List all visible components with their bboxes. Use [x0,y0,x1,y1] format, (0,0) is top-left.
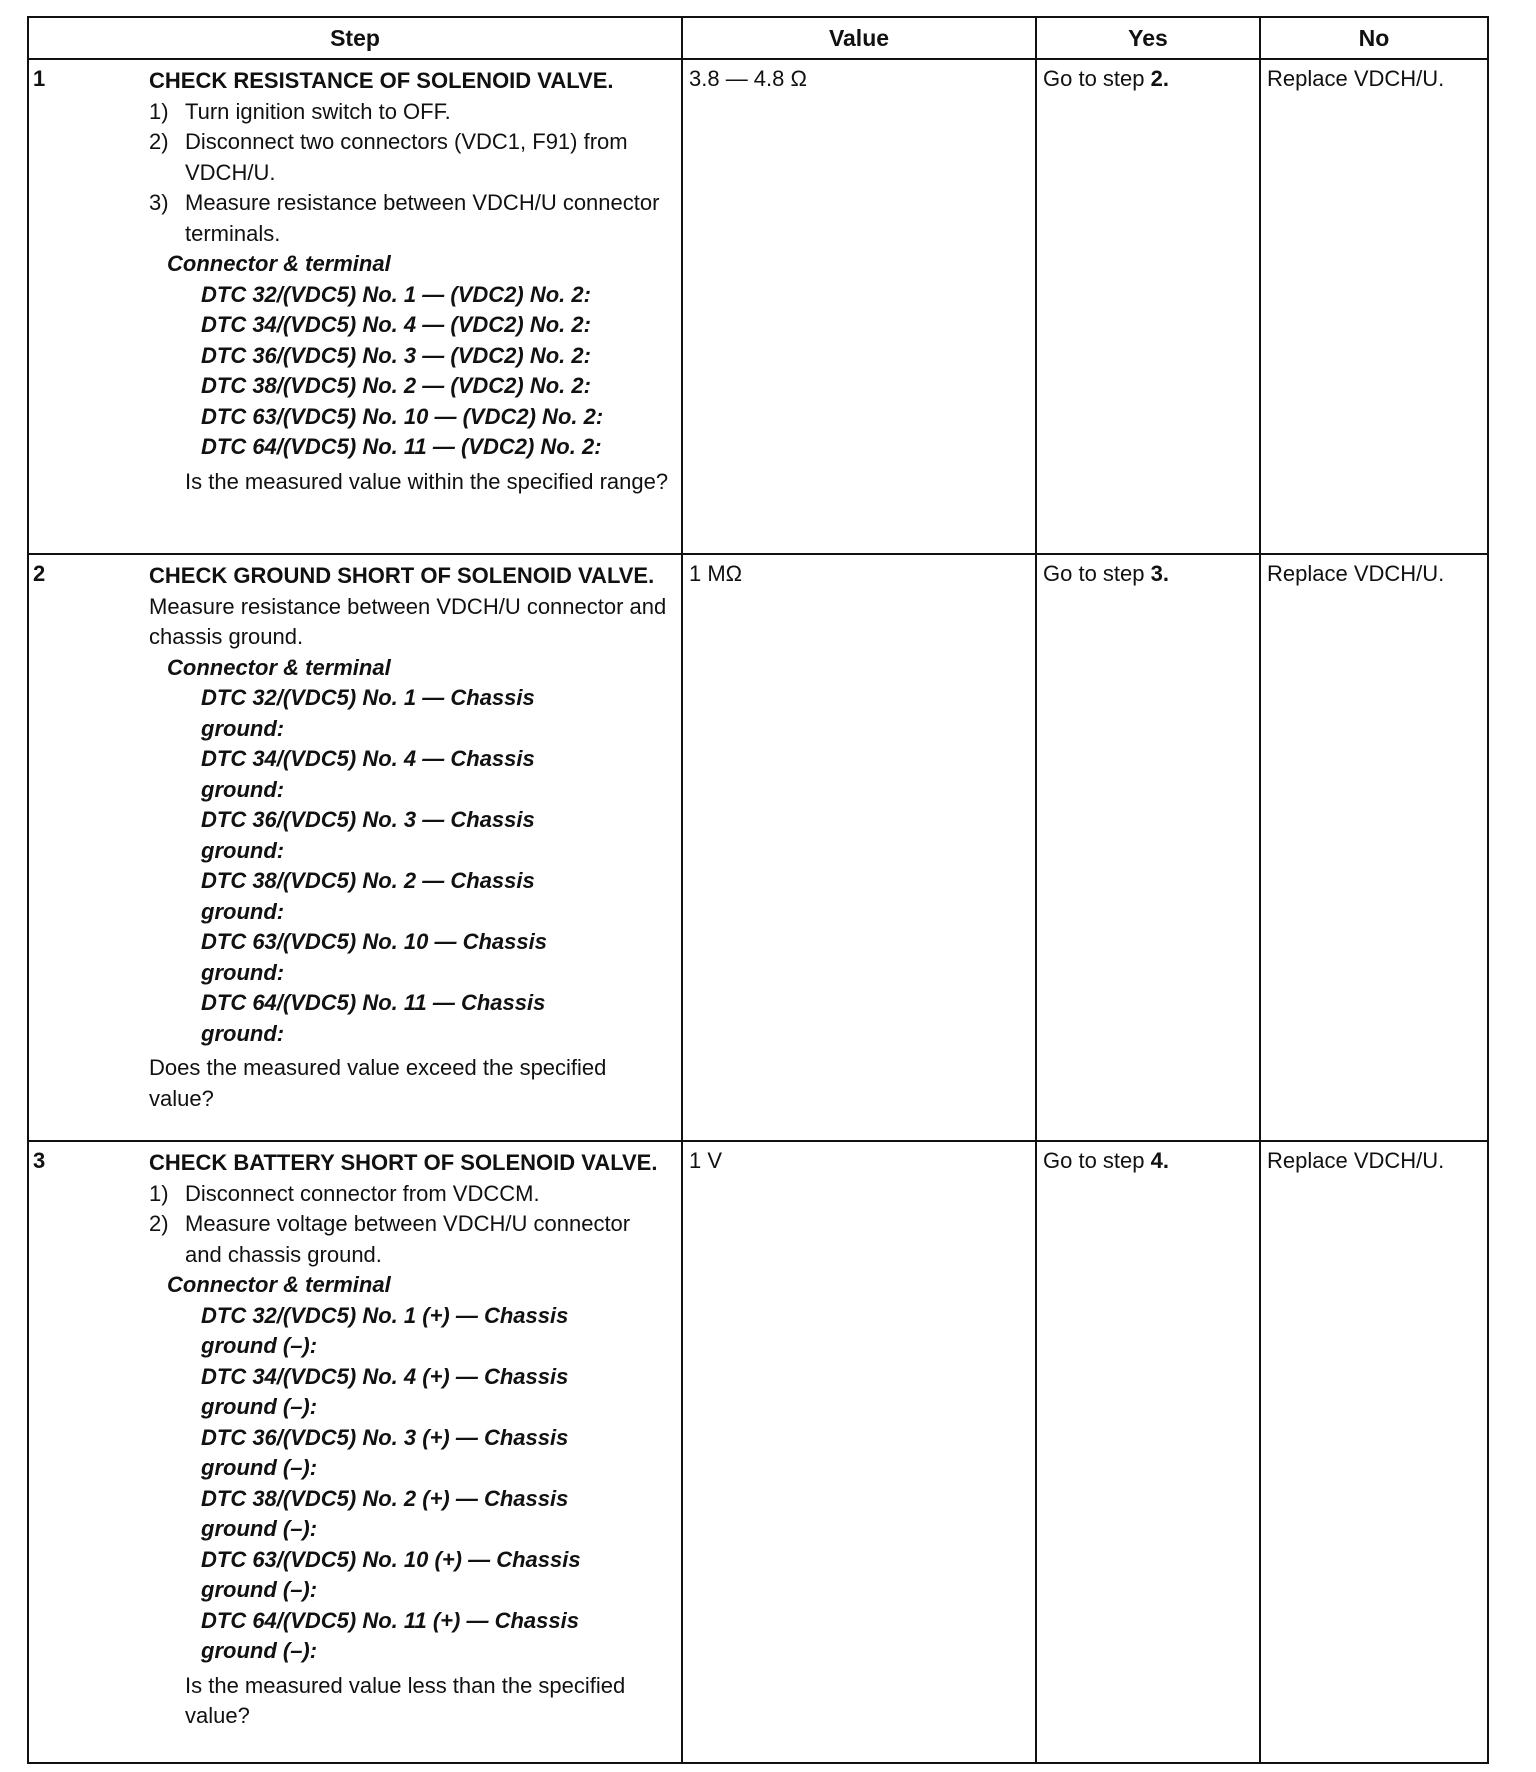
list-number: 3) [149,190,169,215]
no-text: Replace VDCH/U. [1267,1148,1445,1173]
no-cell [1260,1141,1488,1763]
connector-list [201,683,611,1049]
connector-item: DTC 34/(VDC5) No. 4 (+) — Chassis ground (–): [201,1363,569,1419]
connector-list [201,1301,641,1667]
connector-item: DTC 38/(VDC5) No. 2 (+) — Chassis ground (–): [201,1485,569,1541]
yes-text [1037,60,1259,94]
list-item [149,97,671,128]
value-text: 3.8 — 4.8 Ω [689,66,807,91]
connector-heading: Connector & terminal [167,1272,391,1297]
step-number: 3 [33,1148,46,1173]
connector-item: DTC 32/(VDC5) No. 1 (+) — Chassis ground (–): [201,1302,569,1358]
connector-heading: Connector & terminal [167,654,391,680]
no-cell [1260,59,1488,554]
list-item [149,127,671,188]
connector-list [201,280,671,463]
list-text: Measure voltage between VDCH/U connector and chassis ground. [185,1211,631,1267]
step-body [149,60,681,505]
no-text: Replace VDCH/U. [1267,66,1445,91]
list-item [149,1209,671,1270]
yes-prefix: Go to step [1043,561,1151,586]
connector-item: DTC 64/(VDC5) No. 11 — Chassis ground: [201,990,546,1046]
table-row [28,59,1488,554]
value-text: 1 V [689,1148,723,1173]
no-cell [1260,554,1488,1141]
header-step: Step [28,17,682,59]
yes-text [1037,555,1259,589]
list-number: 1) [149,1180,169,1206]
value-text: 1 MΩ [689,561,743,586]
header-yes: Yes [1036,17,1260,59]
connector-item: DTC 64/(VDC5) No. 11 (+) — Chassis ground (–): [201,1607,579,1663]
yes-text [1037,1142,1259,1176]
list-text: Turn ignition switch to OFF. [185,98,451,124]
yes-cell [1036,1141,1260,1763]
connector-heading: Connector & terminal [167,251,391,276]
step-title: CHECK RESISTANCE OF SOLENOID VALVE. [149,68,614,93]
step-cell [28,1141,682,1763]
step-title: CHECK BATTERY SHORT OF SOLENOID VALVE. [149,1150,658,1175]
connector-item: DTC 63/(VDC5) No. 10 (+) — Chassis ground (–): [201,1546,581,1602]
connector-item: DTC 36/(VDC5) No. 3 (+) — Chassis ground (–): [201,1424,569,1480]
connector-item: DTC 34/(VDC5) No. 4 — (VDC2) No. 2: [201,312,591,337]
step-number: 1 [33,66,46,91]
yes-cell [1036,59,1260,554]
list-number: 2) [149,1211,169,1236]
step-question: Is the measured value within the specified range? [185,468,669,494]
yes-step: 2. [1150,66,1169,91]
connector-item: DTC 32/(VDC5) No. 1 — (VDC2) No. 2: [201,281,591,307]
value-cell [682,554,1036,1141]
step-intro: Measure resistance between VDCH/U connector and chassis ground. [149,593,667,649]
no-text: Replace VDCH/U. [1267,561,1445,586]
value-cell [682,59,1036,554]
table-row [28,1141,1488,1763]
header-no: No [1260,17,1488,59]
yes-prefix: Go to step [1043,66,1151,91]
connector-item: DTC 32/(VDC5) No. 1 — Chassis ground: [201,685,535,741]
connector-item: DTC 63/(VDC5) No. 10 — (VDC2) No. 2: [201,403,604,429]
list-item [149,188,671,249]
yes-step: 3. [1150,561,1169,586]
connector-item: DTC 38/(VDC5) No. 2 — Chassis ground: [201,868,535,924]
yes-prefix: Go to step [1043,1148,1151,1173]
list-text: Disconnect connector from VDCCM. [185,1180,540,1206]
connector-item: DTC 38/(VDC5) No. 2 — (VDC2) No. 2: [201,373,591,398]
connector-item: DTC 34/(VDC5) No. 4 — Chassis ground: [201,746,535,802]
connector-item: DTC 36/(VDC5) No. 3 — Chassis ground: [201,807,535,863]
list-number: 2) [149,129,169,154]
step-question: Is the measured value less than the specified value? [185,1672,626,1728]
connector-item: DTC 63/(VDC5) No. 10 — Chassis ground: [201,929,547,985]
step-cell [28,554,682,1141]
step-number: 2 [33,561,46,586]
connector-item: DTC 36/(VDC5) No. 3 — (VDC2) No. 2: [201,342,591,368]
diagnostic-table [27,16,1489,1764]
table-row [28,554,1488,1141]
list-item [149,1179,671,1210]
value-cell [682,1141,1036,1763]
yes-cell [1036,554,1260,1141]
header-row [28,17,1488,59]
list-text: Measure resistance between VDCH/U connector terminals. [185,190,660,246]
yes-step: 4. [1150,1148,1169,1173]
step-body [149,555,681,1122]
step-body [149,1142,681,1740]
step-title: CHECK GROUND SHORT OF SOLENOID VALVE. [149,563,655,588]
header-value: Value [682,17,1036,59]
list-number: 1) [149,98,169,124]
step-question: Does the measured value exceed the specified value? [149,1055,607,1111]
list-text: Disconnect two connectors (VDC1, F91) from VDCH/U. [185,129,628,185]
connector-item: DTC 64/(VDC5) No. 11 — (VDC2) No. 2: [201,434,602,459]
step-cell [28,59,682,554]
